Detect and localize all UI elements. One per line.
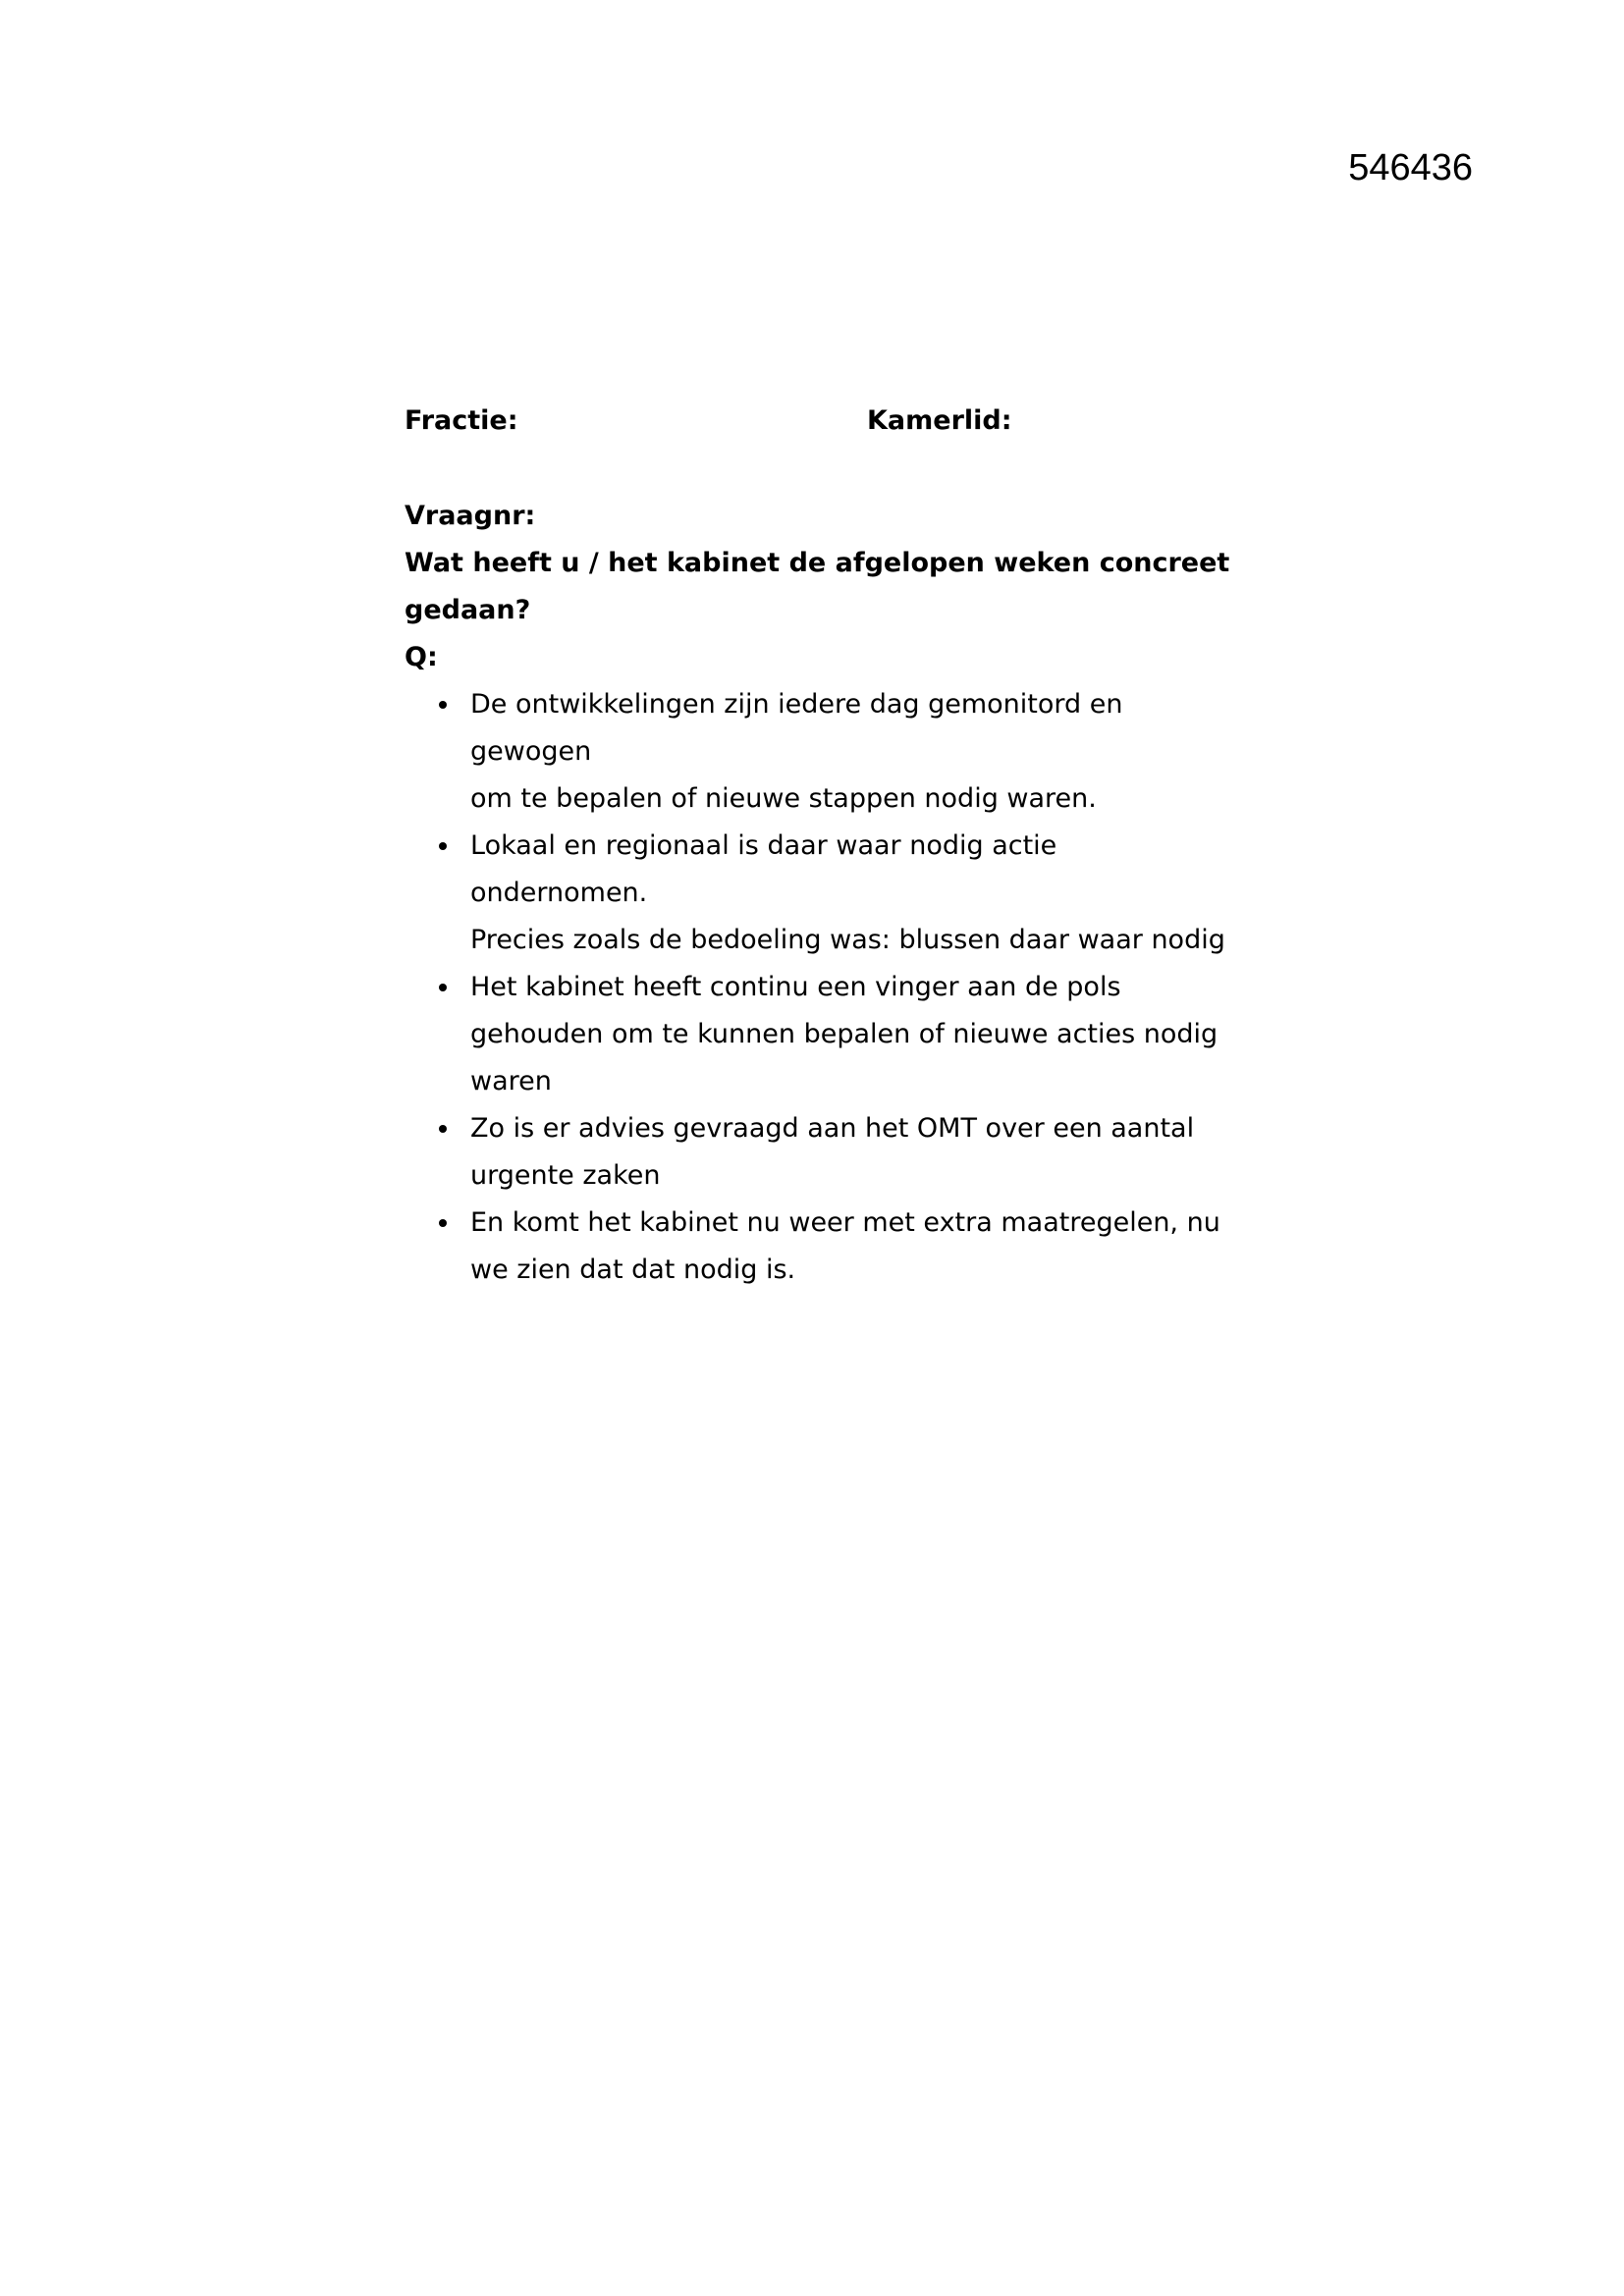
list-item [405, 964, 1239, 1105]
answer-text: Zo is er advies gevraagd aan het OMT over een aantal urgente zaken [470, 1113, 1195, 1191]
bullet-icon [439, 842, 447, 850]
header-row [405, 401, 1239, 441]
question-block [405, 493, 1239, 1294]
answer-text: Het kabinet heeft continu een vinger aan de pols gehouden om te kunnen bepalen of nieuwe acties nodig waren [470, 972, 1218, 1096]
q-label: Q: [405, 642, 438, 672]
list-item [405, 1105, 1239, 1200]
vraagnr-label: Vraagnr: [405, 501, 536, 531]
kamerlid-label: Kamerlid: [867, 405, 1012, 436]
document-number: 546436 [1348, 147, 1473, 188]
answer-text: En komt het kabinet nu weer met extra maatregelen, nu we zien dat dat nodig is. [470, 1207, 1220, 1285]
list-item [405, 1200, 1239, 1294]
bullet-icon [439, 984, 447, 991]
question-text: Wat heeft u / het kabinet de afgelopen weken concreet gedaan? [405, 548, 1230, 625]
answer-list [405, 681, 1239, 1294]
fractie-label: Fractie: [405, 405, 518, 436]
answer-text: Lokaal en regionaal is daar waar nodig actie ondernomen. Precies zoals de bedoeling was: blussen daar waar nodig [470, 830, 1225, 955]
list-item [405, 823, 1239, 964]
bullet-icon [439, 1125, 447, 1133]
bullet-icon [439, 701, 447, 709]
answer-text: De ontwikkelingen zijn iedere dag gemonitord en gewogen om te bepalen of nieuwe stappen nodig waren. [470, 689, 1123, 814]
list-item [405, 681, 1239, 823]
bullet-icon [439, 1219, 447, 1227]
